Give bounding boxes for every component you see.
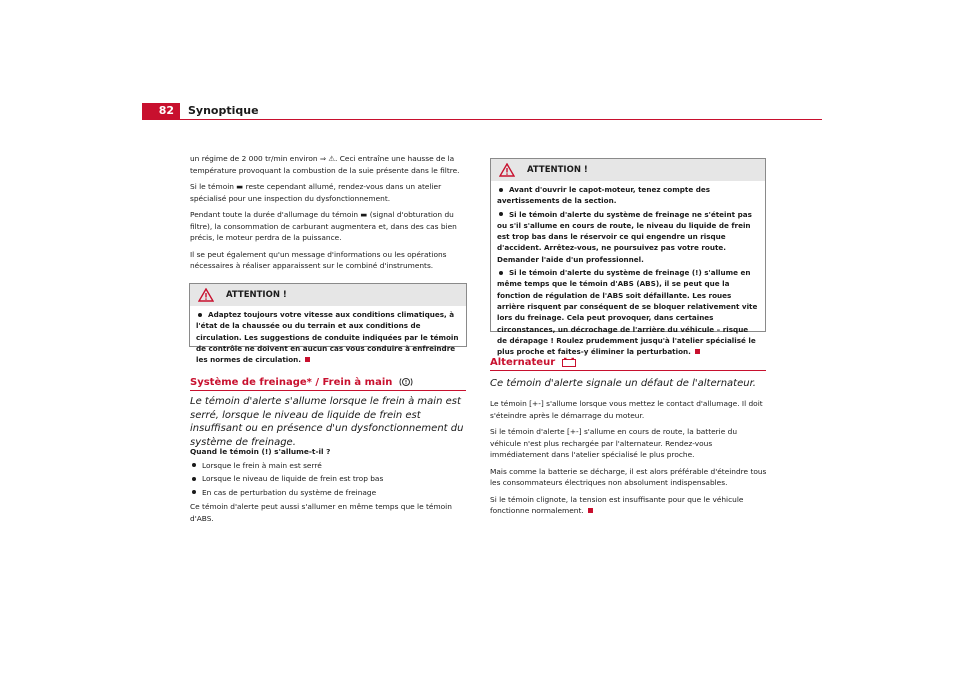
- warning-item: [497, 267, 760, 357]
- warning-item-text: Si le témoin d'alerte du système de freinage ne s'éteint pas ou s'il s'allume en cours de route, le niveau du liquide de frein est trop bas dans le réservoir ce qui engendre un risque d'accident. Arrêtez-vous, ne poursuivez pas votre route. Demander l'aide d'un professionnel.: [497, 209, 752, 264]
- section-lead: Le témoin d'alerte s'allume lorsque le frein à main est serré, lorsque le niveau de liquide de frein est insuffisant ou en présence d'un dysfonctionnement du système de freinage.: [190, 396, 464, 448]
- list-item-text: Lorsque le frein à main est serré: [202, 460, 322, 470]
- warning-title: ATTENTION !: [527, 165, 588, 175]
- section-title-text: Alternateur: [490, 357, 556, 368]
- list-item: [190, 487, 466, 499]
- list-item-text: Lorsque le niveau de liquide de frein est trop bas: [202, 474, 384, 483]
- warning-item-text: Si le témoin d'alerte du système de freinage (!) s'allume en même temps que le témoin d'ABS (ABS), il se peut que la fonction de régulation de l'ABS soit défaillante. Les roues arrière risquent par conséquent de se bloquer relativement vite lors du freinage. Cela peut provoquer, dans certaines circonstances, un décrochage de l'arrière du véhicule – risque de dérapage ! Roulez prudemment jusqu'à l'atelier spécialisé le plus proche et faites-y éliminer la perturbation.: [497, 268, 758, 357]
- paragraph: un régime de 2 000 tr/min environ ⇒ ⚠. Ceci entraîne une hausse de la température provoquant la combustion de la suie présente dans le filtre.: [190, 154, 460, 175]
- warning-item: [497, 209, 760, 265]
- section-title-text: Système de freinage* / Frein à main: [190, 377, 393, 388]
- alternator-details: [490, 398, 768, 522]
- bullet-icon: [192, 463, 196, 467]
- warning-box-left: [189, 283, 467, 365]
- battery-icon: [561, 357, 577, 367]
- section-rule: [490, 370, 766, 371]
- warning-triangle-icon: [198, 288, 214, 302]
- list-item: [190, 473, 466, 485]
- warning-triangle-icon: [499, 163, 515, 177]
- paragraph: Ce témoin d'alerte peut aussi s'allumer en même temps que le témoin d'ABS.: [190, 502, 452, 523]
- bullet-icon: [499, 212, 503, 216]
- question-heading: Quand le témoin (!) s'allume-t-il ?: [190, 447, 331, 456]
- page-title: Synoptique: [188, 104, 259, 117]
- warning-item-text: Adaptez toujours votre vitesse aux conditions climatiques, à l'état de la chaussée ou du terrain et aux conditions de circulation. Les suggestions de conduite indiquées par le témoin de contrôle ne doivent en aucun cas vous conduire à enfreindre les normes de circulation.: [196, 310, 459, 365]
- paragraph-text: Si le témoin clignote, la tension est insuffisante pour que le véhicule fonctionne normalement.: [490, 494, 744, 515]
- page-number: 82: [142, 103, 180, 119]
- list-item-text: En cas de perturbation du système de freinage: [202, 487, 377, 497]
- paragraph: Pendant toute la durée d'allumage du témoin ▬ (signal d'obturation du filtre), la consommation de carburant augmentera et, dans des cas bien précis, le moteur perdra de la puissance.: [190, 210, 457, 242]
- warning-header: [190, 284, 466, 306]
- warning-item-text: Avant d'ouvrir le capot-moteur, tenez compte des avertissements de la section.: [497, 185, 710, 206]
- warning-body: [190, 306, 466, 371]
- warning-item: [196, 309, 461, 365]
- section-rule: [190, 390, 466, 391]
- paragraph: [490, 494, 768, 517]
- brake-details: [190, 446, 466, 524]
- warning-item: [497, 184, 760, 207]
- section-title-alternator: [490, 357, 766, 368]
- left-intro: [190, 153, 466, 277]
- brake-warning-icon: [398, 377, 414, 387]
- warning-body: [491, 181, 765, 363]
- bullet-icon: [192, 490, 196, 494]
- bullet-icon: [499, 271, 503, 275]
- list-item: [190, 460, 466, 472]
- paragraph: Il se peut également qu'un message d'informations ou les opérations nécessaires à réaliser apparaissent sur le combiné d'instruments.: [190, 249, 447, 270]
- paragraph: Mais comme la batterie se décharge, il est alors préférable d'éteindre tous les consommateurs électriques non absolument indispensables.: [490, 466, 767, 487]
- section-lead: Ce témoin d'alerte signale un défaut de l'alternateur.: [490, 378, 756, 389]
- section-title-brake: [190, 377, 466, 388]
- paragraph: Si le témoin d'alerte [+-] s'allume en cours de route, la batterie du véhicule n'est plus rechargée par l'alternateur. Rendez-vous immédiatement dans l'atelier spécialisé le plus proche.: [490, 427, 738, 459]
- end-marker-icon: [695, 349, 700, 354]
- bullet-icon: [192, 477, 196, 481]
- warning-title: ATTENTION !: [226, 290, 287, 300]
- paragraph: Si le témoin ▬ reste cependant allumé, rendez-vous dans un atelier spécialisé pour une inspection du dysfonctionnement.: [190, 182, 442, 203]
- paragraph: Le témoin [+-] s'allume lorsque vous mettez le contact d'allumage. Il doit s'éteindre après le démarrage du moteur.: [490, 399, 763, 420]
- header-rule: [142, 119, 822, 120]
- warning-box-right: [490, 158, 766, 357]
- end-marker-icon: [588, 508, 593, 513]
- end-marker-icon: [305, 357, 310, 362]
- warning-header: [491, 159, 765, 181]
- bullet-icon: [198, 313, 202, 317]
- bullet-icon: [499, 188, 503, 192]
